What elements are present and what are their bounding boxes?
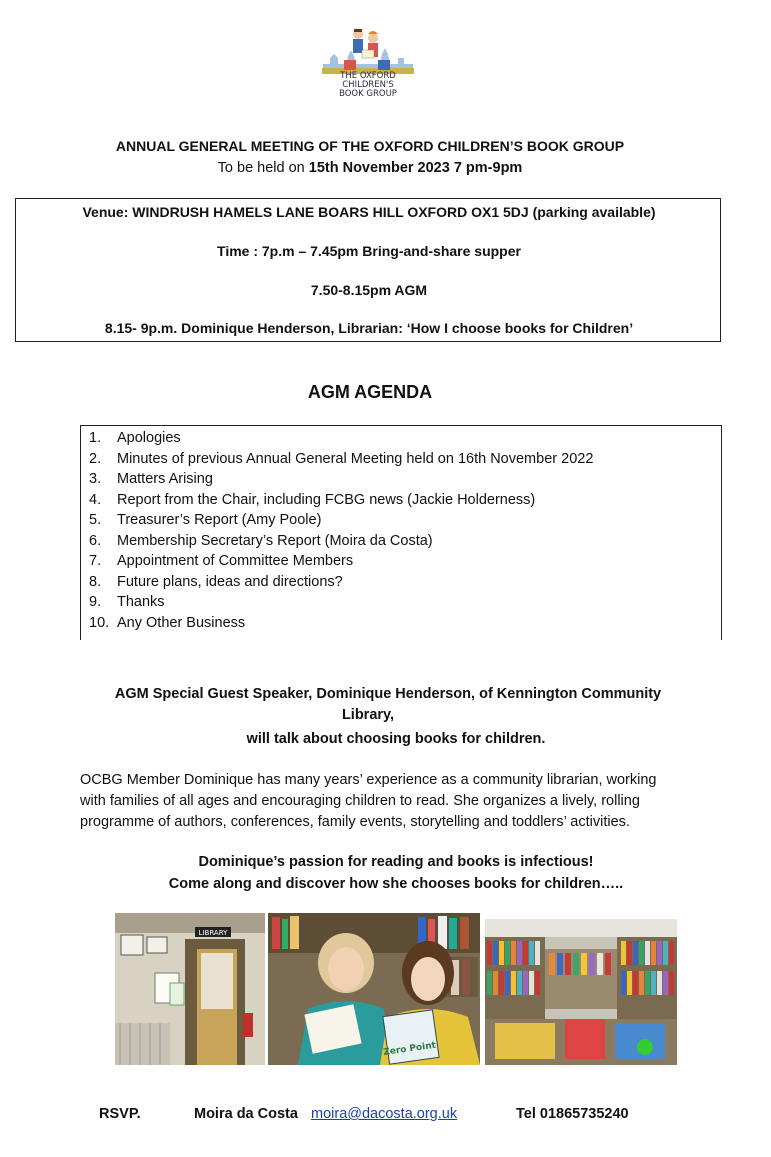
agenda-item [89, 490, 535, 510]
agenda-item [89, 572, 343, 592]
venue-box [15, 198, 721, 342]
agenda-item-text: Minutes of previous Annual General Meeting held on 16th November 2022 [117, 450, 594, 467]
agenda-item-number: 8. [89, 573, 102, 590]
library-entrance-photo [115, 913, 265, 1065]
agenda-item [89, 613, 245, 633]
agenda-item [89, 469, 213, 489]
logo-text-line2: BOOK GROUP [339, 89, 397, 99]
agenda-item [89, 551, 353, 571]
agenda-item-text: Future plans, ideas and directions? [117, 573, 343, 590]
agenda-item-text: Apologies [117, 430, 181, 446]
passion-line2: Come along and discover how she chooses books for children….. [168, 876, 624, 892]
agenda-item-text: Report from the Chair, including FCBG news (Jackie Holderness) [117, 491, 536, 508]
agenda-item-number: 7. [89, 553, 102, 569]
speaker-heading-line3: will talk about choosing books for children. [246, 731, 546, 747]
agenda-item-number: 3. [89, 471, 102, 487]
speaker-heading-line2: Library, [341, 707, 395, 723]
time-line: Time : 7p.m – 7.45pm Bring-and-share supper [217, 243, 521, 259]
rsvp-telephone: Tel 01865735240 [516, 1106, 629, 1122]
logo-text [318, 72, 418, 99]
venue-line: Venue: WINDRUSH HAMELS LANE BOARS HILL OXFORD OX1 5DJ (parking available) [82, 204, 656, 220]
rsvp-email-link[interactable]: moira@dacosta.org.uk [311, 1106, 458, 1122]
agenda-item-number: 9. [89, 594, 102, 610]
meeting-date-value: 15th November 2023 7 pm-9pm [308, 160, 523, 176]
agenda-item-text: Appointment of Committee Members [117, 553, 354, 569]
bio-line3: programme of authors, conferences, family events, storytelling and toddlers’ activities. [80, 814, 630, 830]
agenda-title: AGM AGENDA [307, 382, 433, 402]
passion-line1: Dominique’s passion for reading and books is infectious! [198, 854, 594, 870]
agenda-item-number: 10. [89, 614, 110, 631]
meeting-date [0, 160, 740, 176]
book-cover-text: Zero Point [382, 1040, 437, 1058]
rsvp-name: Moira da Costa [194, 1106, 298, 1122]
agenda-box [80, 425, 722, 640]
agenda-item-number: 5. [89, 512, 102, 528]
agenda-item [89, 428, 181, 448]
agenda-item-text: Treasurer’s Report (Amy Poole) [117, 512, 322, 528]
book-group-logo [318, 20, 418, 110]
bookshelves-photo [485, 919, 677, 1065]
agenda-item-number: 6. [89, 532, 102, 549]
agenda-item [89, 592, 165, 612]
library-sign-text: LIBRARY [198, 929, 228, 937]
agenda-item-number: 2. [89, 450, 102, 467]
bio-line1: OCBG Member Dominique has many years’ experience as a community librarian, working [80, 772, 657, 788]
logo-text-line1: THE OXFORD CHILDREN'S [340, 71, 396, 90]
meeting-title: ANNUAL GENERAL MEETING OF THE OXFORD CHILDREN’S BOOK GROUP [115, 138, 625, 154]
agenda-item [89, 531, 433, 551]
agenda-item-number: 1. [89, 430, 102, 446]
talk-line: 8.15- 9p.m. Dominique Henderson, Librarian: ‘How I choose books for Children’ [104, 320, 634, 336]
bio-line2: with families of all ages and encouraging children to read. She organizes a lively, rolling [80, 793, 640, 809]
agenda-item [89, 449, 593, 469]
agenda-item [89, 510, 321, 530]
agenda-item-text: Matters Arising [117, 471, 213, 487]
speaker-heading-line1: AGM Special Guest Speaker, Dominique Henderson, of Kennington Community [114, 686, 662, 702]
agenda-item-text: Any Other Business [117, 614, 246, 631]
agenda-item-number: 4. [89, 491, 102, 508]
agenda-item-text: Thanks [117, 594, 165, 610]
speaker-photo [268, 913, 480, 1065]
meeting-date-prefix: To be held on [217, 160, 309, 176]
agenda-item-text: Membership Secretary’s Report (Moira da Costa) [117, 532, 433, 549]
agm-time-line: 7.50-8.15pm AGM [310, 282, 428, 298]
rsvp-label: RSVP. [99, 1106, 141, 1122]
